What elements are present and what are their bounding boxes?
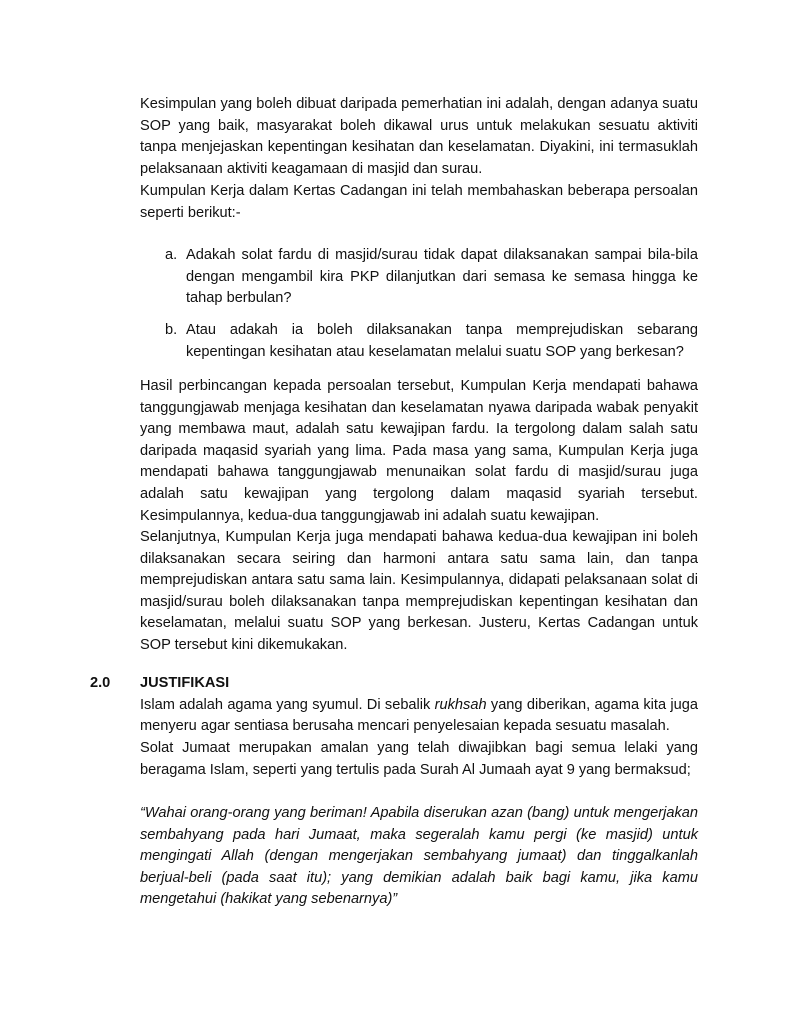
paragraph-conclusion <box>140 94 698 180</box>
section-justifikasi <box>140 673 698 738</box>
paragraph-text: Selanjutnya, Kumpulan Kerja juga mendapati bahawa kedua-dua kewajipan ini boleh dilaksanakan secara seiring dan harmoni antara satu sama lain, dan tanpa memprejudiskan antara satu sama lain. Kesimpulannya, didapati pelaksanaan solat di masjid/surau boleh dilaksanakan tanpa memprejudiskan kepentingan kesihatan dan keselamatan, melalui suatu SOP yang berkesan. Justeru, Kertas Cadangan untuk SOP tersebut kini dikemukakan. <box>140 529 698 653</box>
paragraph-solat-jumaat <box>140 738 698 781</box>
section-number: 2.0 <box>90 675 111 691</box>
paragraph-questions-intro <box>140 181 698 224</box>
list-item-text: Atau adakah ia boleh dilaksanakan tanpa memprejudiskan sebarang kepentingan kesihatan atau keselamatan melalui suatu SOP yang berkesan? <box>186 322 698 360</box>
question-list <box>165 245 698 310</box>
quote-text: “Wahai orang-orang yang beriman! Apabila diserukan azan (bang) untuk mengerjakan sembahyang pada hari Jumaat, maka segeralah kamu pergi (ke masjid) untuk mengingati Allah (dengan mengerjakan sembahyang jumaat) dan tinggalkanlah berjual-beli (pada saat itu); yang demikian adalah baik bagi kamu, jika kamu mengetahui (hakikat yang sebenarnya)” <box>140 805 698 908</box>
section-title: JUSTIFIKASI <box>140 675 230 691</box>
list-item <box>165 320 698 363</box>
text-run: yang diberikan, agama kita juga menyeru agar sentiasa berusaha mencari penyelesaian kepada sesuatu masalah. <box>140 696 698 735</box>
paragraph-text: Solat Jumaat merupakan amalan yang telah diwajibkan bagi semua lelaki yang beragama Islam, seperti yang tertulis pada Surah Al Jumaah ayat 9 yang bermaksud; <box>140 740 698 778</box>
text-run: Islam adalah agama yang syumul. Di sebalik <box>140 696 435 713</box>
paragraph-findings <box>140 376 698 527</box>
list-marker: b. <box>165 322 178 338</box>
list-item <box>165 245 698 310</box>
list-marker: a. <box>165 247 178 263</box>
italic-term: rukhsah <box>434 696 487 713</box>
paragraph-further-findings <box>140 527 698 657</box>
section-intro-paragraph <box>140 695 698 738</box>
list-item-text: Adakah solat fardu di masjid/surau tidak dapat dilaksanakan sampai bila-bila dengan mengambil kira PKP dilanjutkan dari semasa ke semasa hingga ke tahap berbulan? <box>186 247 698 307</box>
paragraph-text: Hasil perbincangan kepada persoalan tersebut, Kumpulan Kerja mendapati bahawa tanggungjawab menjaga kesihatan dan keselamatan nyawa daripada wabak penyakit yang membawa maut, adalah satu kewajipan fardu. Ia tergolong dalam salah satu daripada maqasid syariah yang lima. Pada masa yang sama, Kumpulan Kerja juga mendapati bahawa tanggungjawab menunaikan solat fardu di masjid/surau juga adalah satu kewajipan yang tergolong dalam maqasid syariah tersebut. Kesimpulannya, kedua-dua tanggungjawab ini adalah suatu kewajipan. <box>140 378 698 524</box>
question-list-b <box>165 320 698 363</box>
quran-quote <box>140 803 698 911</box>
paragraph-text: Kesimpulan yang boleh dibuat daripada pemerhatian ini adalah, dengan adanya suatu SOP yang baik, masyarakat boleh dikawal urus untuk melakukan sesuatu aktiviti tanpa menjejaskan kepentingan kesihatan dan keselamatan. Diyakini, ini termasuklah pelaksanaan aktiviti keagamaan di masjid dan surau. <box>140 96 698 177</box>
paragraph-text: Kumpulan Kerja dalam Kertas Cadangan ini telah membahaskan beberapa persoalan seperti berikut:- <box>140 183 698 221</box>
